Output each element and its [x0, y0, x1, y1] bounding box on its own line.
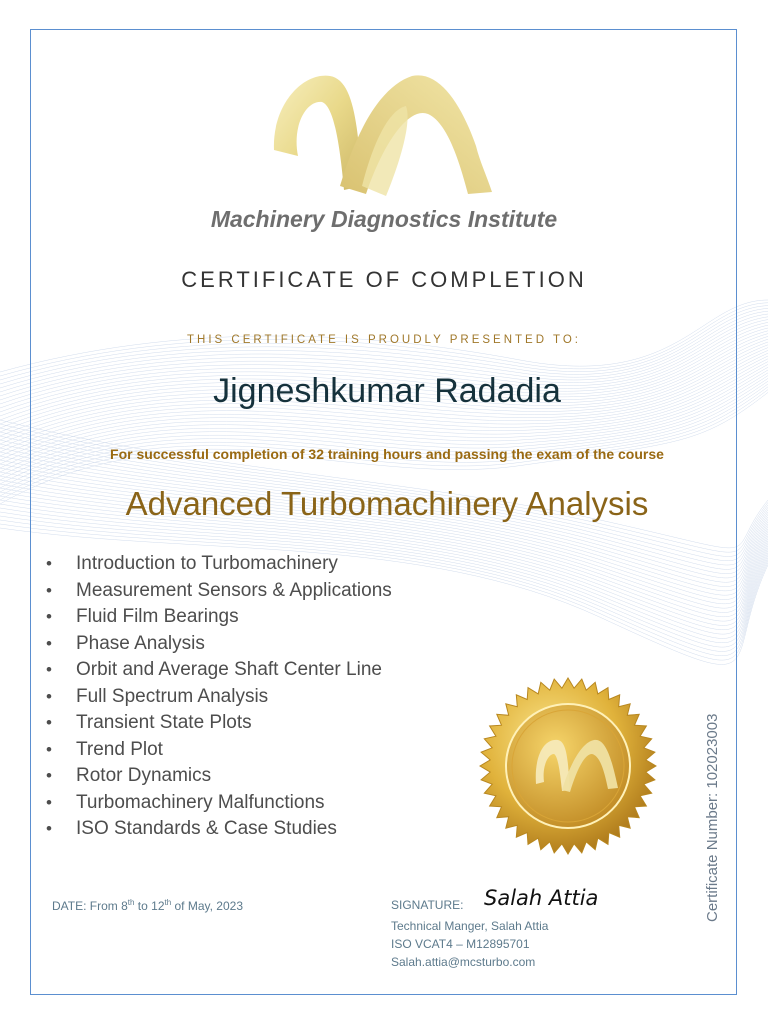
- topic-item: • Full Spectrum Analysis: [46, 684, 392, 711]
- topic-item: • Introduction to Turbomachinery: [46, 551, 392, 578]
- topic-item: • Rotor Dynamics: [46, 763, 392, 790]
- topic-list: [46, 551, 392, 843]
- course-date: DATE: From 8th to 12th of May, 2023: [52, 898, 243, 913]
- topic-item: • Orbit and Average Shaft Center Line: [46, 657, 392, 684]
- signer-title: Technical Manger, Salah Attia: [391, 919, 549, 933]
- certificate-number: Certificate Number: 102023003: [704, 713, 721, 922]
- topic-item: • ISO Standards & Case Studies: [46, 816, 392, 843]
- topic-item: • Transient State Plots: [46, 710, 392, 737]
- course-title: Advanced Turbomachinery Analysis: [125, 485, 649, 522]
- topic-item: • Fluid Film Bearings: [46, 604, 392, 631]
- topic-item: • Turbomachinery Malfunctions: [46, 790, 392, 817]
- topic-item: • Phase Analysis: [46, 631, 392, 658]
- signer-email: Salah.attia@mcsturbo.com: [391, 955, 536, 969]
- topic-item: • Measurement Sensors & Applications: [46, 578, 392, 605]
- topic-item: • Trend Plot: [46, 737, 392, 764]
- presented-to-label: THIS CERTIFICATE IS PROUDLY PRESENTED TO:: [187, 334, 581, 346]
- certificate-title: CERTIFICATE OF COMPLETION: [181, 267, 587, 292]
- signer-certification: ISO VCAT4 – M12895701: [391, 937, 530, 951]
- completion-statement: For successful completion of 32 training hours and passing the exam of the course: [110, 446, 664, 462]
- signer-details: [391, 917, 548, 971]
- institute-logo: [262, 66, 502, 200]
- signature-label: SIGNATURE:: [391, 898, 464, 912]
- recipient-name: Jigneshkumar Radadia: [213, 372, 561, 410]
- institute-name: Machinery Diagnostics Institute: [210, 206, 558, 232]
- signature: Salah Attia: [484, 886, 599, 910]
- gold-seal: [478, 676, 658, 856]
